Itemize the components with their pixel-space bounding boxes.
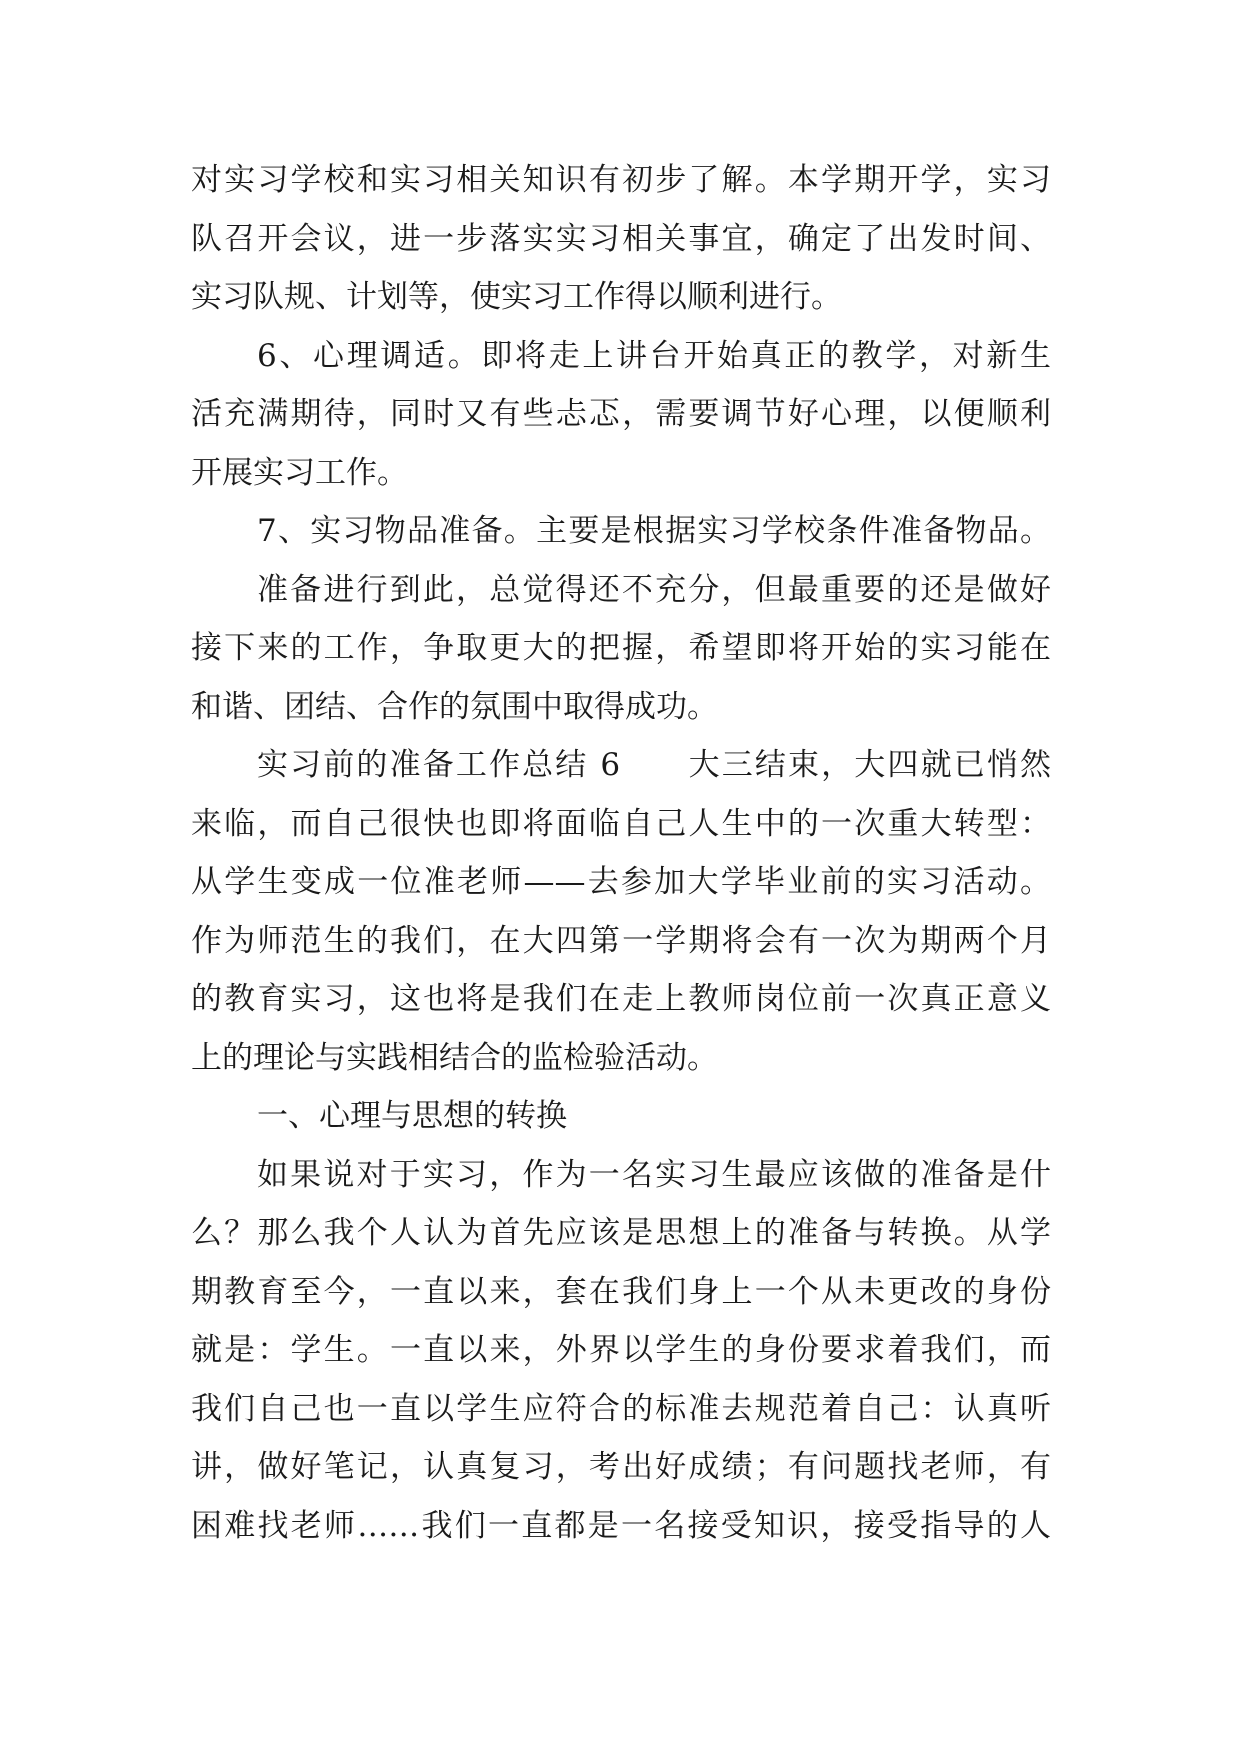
text-line: 6、心理调适。即将走上讲台开始真正的教学，对新生 — [257, 337, 1051, 374]
text-line: 对实习学校和实习相关知识有初步了解。本学期开学，实习 — [191, 162, 1051, 198]
text-line: 队召开会议，进一步落实实习相关事宜，确定了出发时间、 — [191, 220, 1051, 257]
text-line: 活充满期待，同时又有些忐忑，需要调节好心理，以便顺利 — [191, 396, 1051, 432]
text-line: 准备进行到此，总觉得还不充分，但最重要的还是做好 — [257, 571, 1051, 608]
text-line: 作为师范生的我们，在大四第一学期将会有一次为期两个月 — [191, 922, 1051, 959]
text-line: 就是：学生。一直以来，外界以学生的身份要求着我们，而 — [191, 1332, 1051, 1368]
text-line: 和谐、团结、合作的氛围中取得成功。 — [191, 688, 718, 725]
text-line: 我们自己也一直以学生应符合的标准去规范着自己：认真听 — [191, 1390, 1051, 1427]
text-line: 开展实习工作。 — [191, 454, 408, 491]
text-line: 讲，做好笔记，认真复习，考出好成绩；有问题找老师，有 — [191, 1449, 1051, 1485]
text-line: 来临，而自己很快也即将面临自己人生中的一次重大转型： — [191, 805, 1051, 842]
section-heading: 一、心理与思想的转换 — [257, 1098, 567, 1134]
text-line: 如果说对于实习，作为一名实习生最应该做的准备是什 — [257, 1156, 1051, 1193]
text-line: 实习前的准备工作总结 6 大三结束，大四就已悄然 — [257, 747, 1051, 783]
text-line: 么？那么我个人认为首先应该是思想上的准备与转换。从学 — [191, 1215, 1051, 1251]
text-line: 上的理论与实践相结合的监检验活动。 — [191, 1039, 718, 1076]
text-line: 困难找老师……我们一直都是一名接受知识，接受指导的人 — [191, 1507, 1051, 1544]
text-line: 期教育至今，一直以来，套在我们身上一个从未更改的身份 — [191, 1273, 1051, 1310]
text-line: 接下来的工作，争取更大的把握，希望即将开始的实习能在 — [191, 630, 1051, 666]
text-line: 7、实习物品准备。主要是根据实习学校条件准备物品。 — [257, 513, 1051, 549]
text-line: 实习队规、计划等，使实习工作得以顺利进行。 — [191, 279, 842, 315]
text-line: 的教育实习，这也将是我们在走上教师岗位前一次真正意义 — [191, 981, 1051, 1017]
document-body — [191, 151, 1051, 1555]
text-line: 从学生变成一位准老师——去参加大学毕业前的实习活动。 — [191, 864, 1051, 900]
